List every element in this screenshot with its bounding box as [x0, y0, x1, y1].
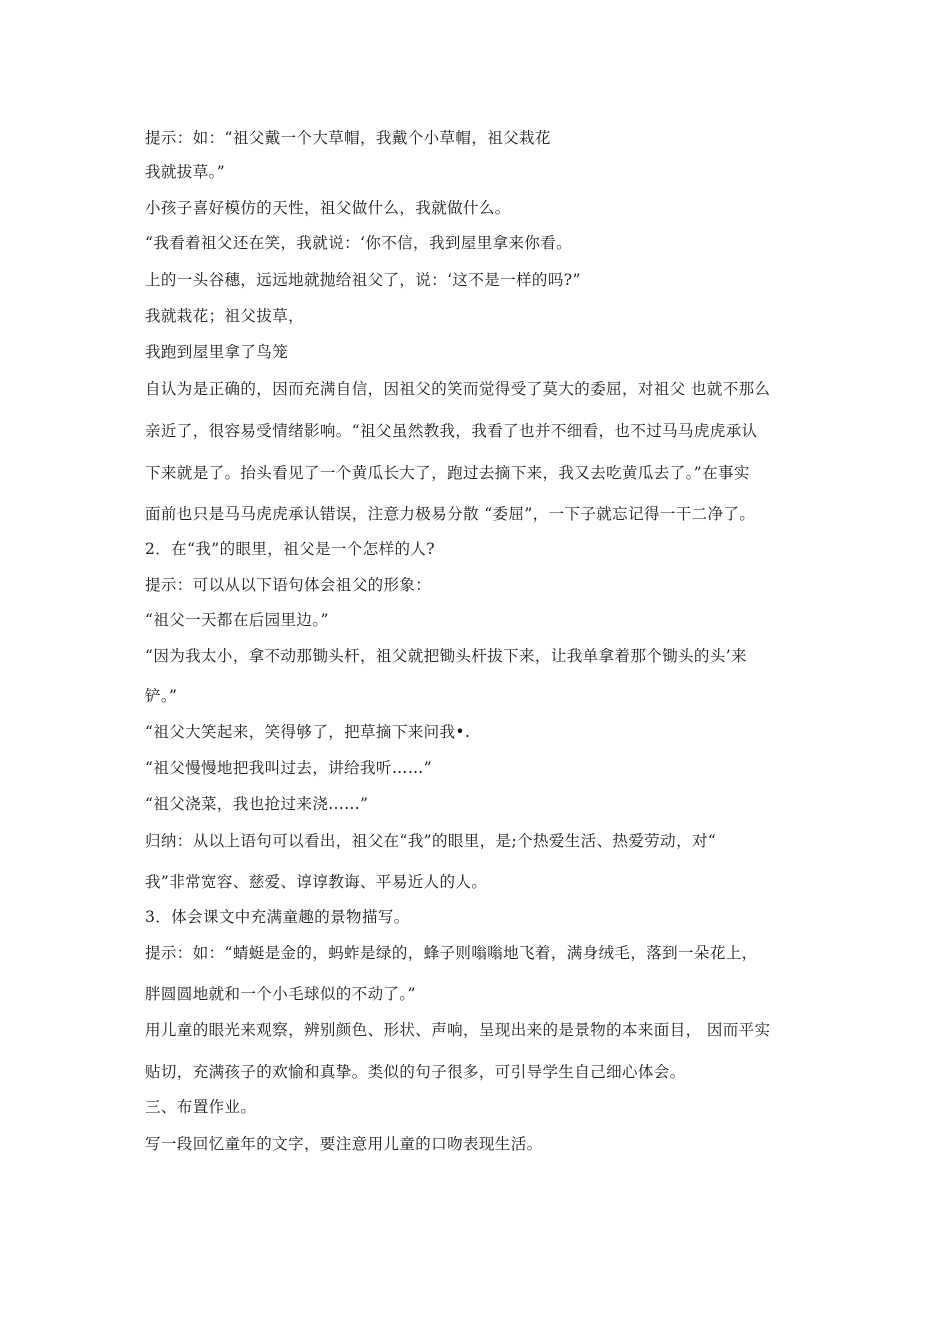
text-line: 上的一头谷穗，远远地就抛给祖父了，说：‘这不是一样的吗?” — [145, 271, 581, 289]
text-line: 归纳：从以上语句可以看出，祖父在“我”的眼里，是;个热爱生活、热爱劳动，对“ — [145, 832, 717, 850]
text-line: 小孩子喜好模仿的天性，祖父做什么，我就做什么。 — [145, 199, 511, 217]
text-line: 提示：如：“祖父戴一个大草帽，我戴个小草帽，祖父栽花 — [145, 129, 551, 147]
text-line: 自认为是正确的，因而充满自信，因祖父的笑而觉得受了莫大的委屈，对祖父 也就不那么 — [145, 380, 771, 398]
text-line: “祖父慢慢地把我叫过去，讲给我听……” — [145, 759, 432, 777]
text-line: 我”非常宽容、慈爱、谆谆教诲、平易近人的人。 — [145, 873, 488, 891]
text-line: 提示：如：“蜻蜓是金的，蚂蚱是绿的，蜂子则嗡嗡地飞着，满身绒毛，落到一朵花上， — [145, 944, 758, 962]
text-line: “祖父一天都在后园里边。” — [145, 611, 329, 629]
text-line: 胖圆圆地就和一个小毛球似的不动了。” — [145, 985, 416, 1003]
text-line: 我就拔草。” — [145, 163, 226, 181]
text-line: 我跑到屋里拿了鸟笼 — [145, 343, 289, 361]
text-line: 贴切，充满孩子的欢愉和真挚。类似的句子很多，可引导学生自己细心体会。 — [145, 1063, 686, 1081]
text-line: 三、布置作业。 — [145, 1098, 257, 1116]
text-line: 亲近了，很容易受情绪影响。“祖父虽然教我，我看了也并不细看，也不过马马虎虎承认 — [145, 422, 758, 440]
text-line: 提示：可以从以下语句体会祖父的形象： — [145, 576, 432, 594]
text-line: “祖父浇菜，我也抢过来浇……” — [145, 795, 369, 813]
text-line: 面前也只是马马虎虎承认错误，注意力极易分散 “委屈”，一下子就忘记得一干二净了。 — [145, 505, 756, 523]
text-line: 写一段回忆童年的文字，要注意用儿童的口吻表现生活。 — [145, 1135, 543, 1153]
text-line: 用儿童的眼光来观察，辨别颜色、形状、声响，呈现出来的是景物的本来面目， 因而平实 — [145, 1021, 771, 1039]
text-line: 我就栽花；祖父拔草， — [145, 307, 305, 325]
text-line: “我看着祖父还在笑，我就说：‘你不信，我到屋里拿来你看。 — [145, 234, 573, 252]
text-line: “因为我太小，拿不动那锄头杆，祖父就把锄头杆拔下来，让我单拿着那个锄头的头’来 — [145, 647, 747, 665]
text-line: 铲。” — [145, 687, 178, 705]
text-line: 2．在“我”的眼里，祖父是一个怎样的人? — [145, 540, 436, 558]
text-line: “祖父大笑起来，笑得够了，把草摘下来问我•. — [145, 723, 471, 741]
text-line: 下来就是了。抬头看见了一个黄瓜长大了，跑过去摘下来，我又去吃黄瓜去了。”在事实 — [145, 464, 750, 482]
text-line: 3．体会课文中充满童趣的景物描写。 — [145, 908, 410, 926]
